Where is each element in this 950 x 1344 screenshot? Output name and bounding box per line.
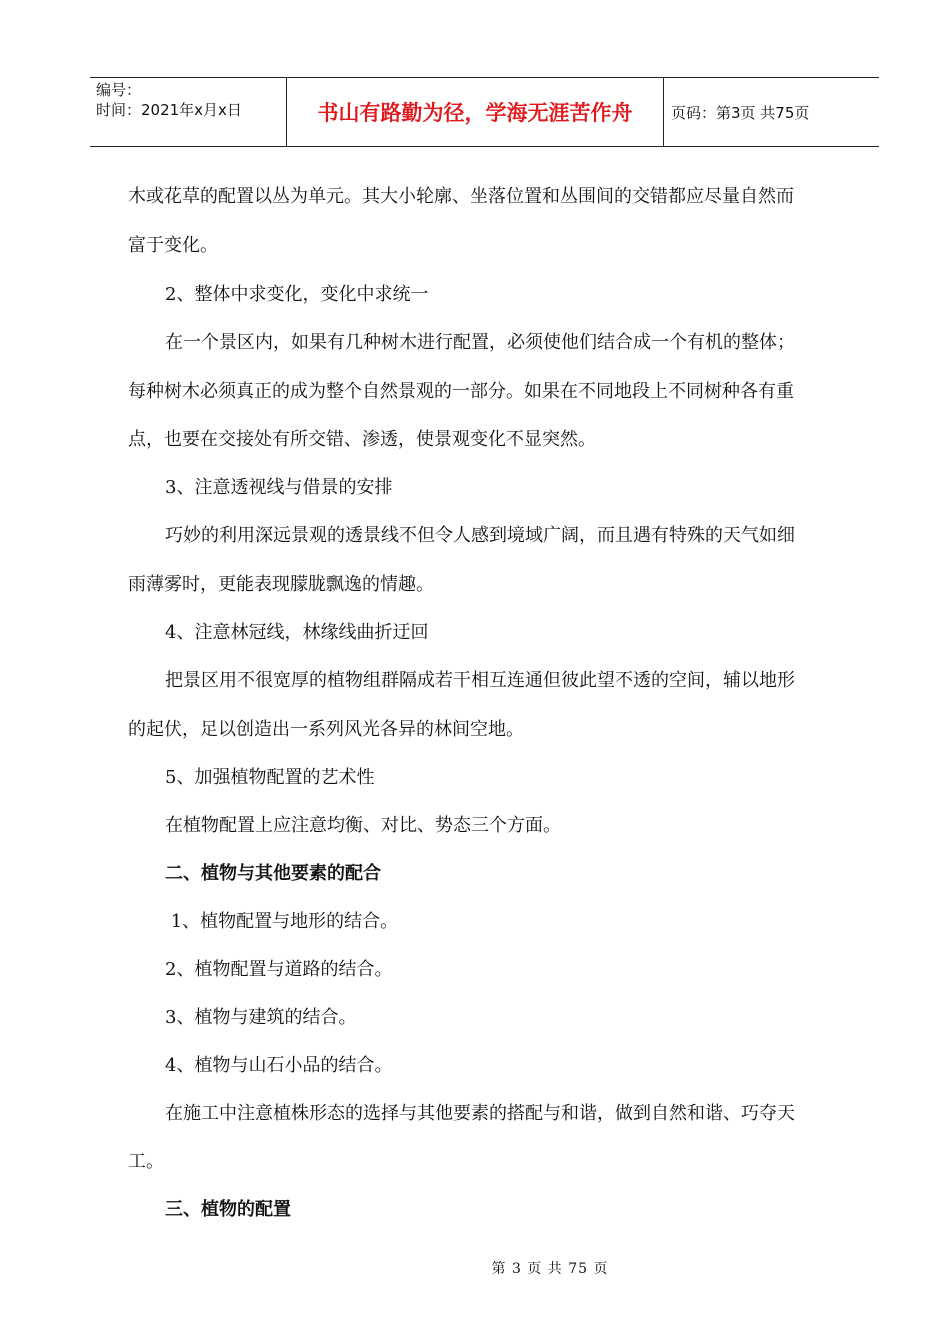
section-heading: 3、注意透视线与借景的安排: [165, 477, 393, 498]
paragraph-line: 雨薄雾时，更能表现朦胧飘逸的情趣。: [128, 574, 434, 595]
paragraph-line: 在一个景区内，如果有几种树木进行配置，必须使他们结合成一个有机的整体；: [165, 332, 795, 353]
chapter-heading: 三、植物的配置: [165, 1199, 291, 1220]
list-item: 1、植物配置与地形的结合。: [165, 911, 399, 932]
header-page-info: [663, 78, 879, 146]
section-heading: 4、注意林冠线，林缘线曲折迂回: [165, 622, 429, 643]
page-info-text: 页码：第3页 共75页: [671, 103, 810, 122]
list-item: 2、植物配置与道路的结合。: [165, 959, 393, 980]
time-label: 时间：2021年x月x日: [96, 101, 242, 119]
list-item: 4、植物与山石小品的结合。: [165, 1055, 393, 1076]
header-motto: 书山有路勤为径，学海无涯苦作舟: [286, 78, 664, 146]
section-heading: 2、整体中求变化，变化中求统一: [165, 284, 429, 305]
paragraph-line: 木或花草的配置以丛为单元。其大小轮廓、坐落位置和丛围间的交错都应尽量自然而: [128, 186, 794, 207]
section-heading: 5、加强植物配置的艺术性: [165, 767, 375, 788]
page-header: [90, 77, 879, 147]
chapter-heading: 二、植物与其他要素的配合: [165, 863, 381, 884]
paragraph-line: 点，也要在交接处有所交错、渗透，使景观变化不显突然。: [128, 429, 596, 450]
paragraph-line: 富于变化。: [128, 235, 218, 256]
page-footer: 第 3 页 共 75 页: [491, 1261, 609, 1277]
paragraph-line: 每种树木必须真正的成为整个自然景观的一部分。如果在不同地段上不同树种各有重: [128, 381, 794, 402]
paragraph-line: 在施工中注意植株形态的选择与其他要素的搭配与和谐，做到自然和谐、巧夺天: [165, 1103, 795, 1124]
list-item: 3、植物与建筑的结合。: [165, 1007, 357, 1028]
paragraph-line: 的起伏，足以创造出一系列风光各异的林间空地。: [128, 719, 524, 740]
header-meta: [90, 78, 286, 146]
paragraph-line: 巧妙的利用深远景观的透景线不但令人感到境域广阔，而且遇有特殊的天气如细: [165, 525, 795, 546]
number-label: 编号：: [96, 81, 142, 99]
paragraph-line: 在植物配置上应注意均衡、对比、势态三个方面。: [165, 815, 561, 836]
paragraph-line: 把景区用不很宽厚的植物组群隔成若干相互连通但彼此望不透的空间，辅以地形: [165, 670, 795, 691]
paragraph-line: 工。: [128, 1151, 164, 1172]
